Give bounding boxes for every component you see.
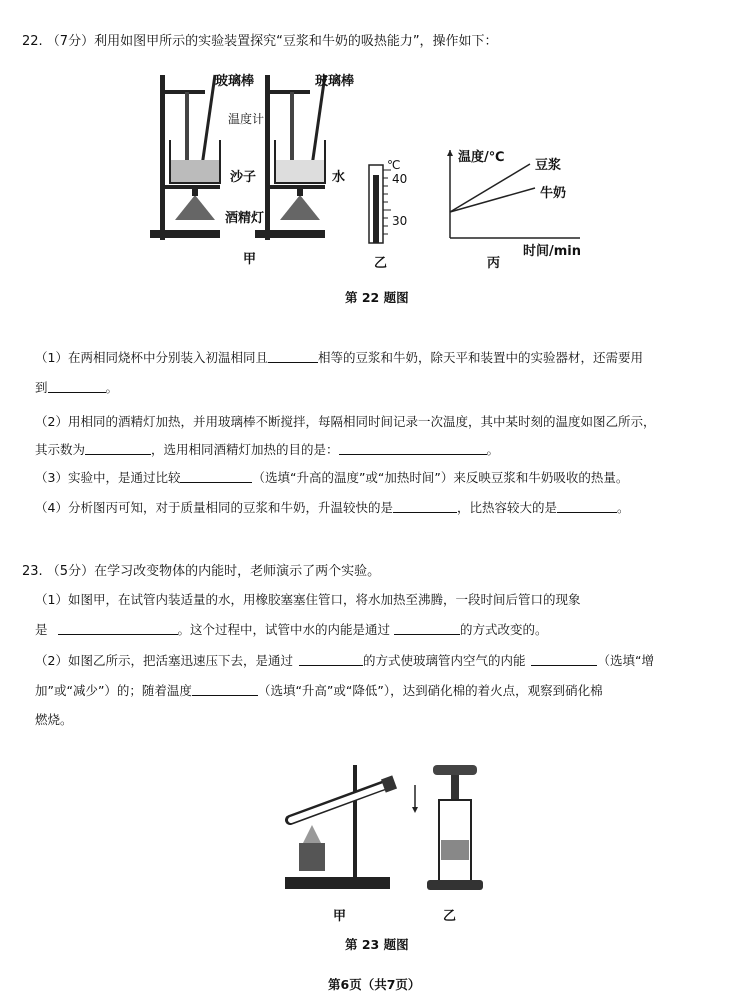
text: （选填“增 [597, 653, 654, 668]
answer-blank [394, 622, 460, 635]
page-footer: 第6页（共7页） [328, 977, 421, 992]
text: 。 [105, 380, 119, 395]
label-yi: 乙 [374, 256, 388, 271]
q22-part3 [35, 468, 628, 486]
q23-part2-line3 [35, 710, 73, 728]
text: 加”或“减少”）的；随着温度 [35, 683, 192, 698]
text: ，比热容较大的是 [456, 500, 557, 515]
text: （2）用相同的酒精灯加热，并用玻璃棒不断搅拌，每隔相同时间记录一次温度，其中某时刻的温度如图乙所示， [35, 414, 656, 429]
text: 。 [486, 442, 500, 457]
text: （1）如图甲，在试管内装适量的水，用橡胶塞塞住管口，将水加热至沸腾，一段时间后管口的现象 [35, 592, 581, 607]
graph-ylabel: 温度/℃ [458, 150, 505, 165]
label-lamp: 酒精灯 [225, 211, 265, 226]
q22-part2-line1 [35, 412, 655, 430]
answer-blank [531, 653, 597, 666]
text: （4）分析图丙可知，对于质量相同的豆浆和牛奶，升温较快的是 [35, 500, 393, 515]
text: 的方式使玻璃管内空气的内能 [362, 653, 526, 668]
graph-xlabel: 时间/min [523, 244, 582, 259]
figure-22-caption: 第 22 题图 [345, 290, 409, 305]
text: 的方式改变的。 [460, 622, 548, 637]
text: 是 [35, 622, 48, 637]
answer-blank [58, 622, 178, 635]
label-water: 水 [332, 170, 346, 185]
text: （3）实验中，是通过比较 [35, 470, 181, 485]
label-rod-2: 玻璃棒 [315, 74, 355, 89]
text: 相等的豆浆和牛奶，除天平和装置中的实验器材，还需要用 [317, 350, 643, 365]
q23-part1-line2 [35, 620, 548, 638]
label-bing: 丙 [487, 256, 501, 271]
text: 。这个过程中，试管中水的内能是通过 [177, 622, 391, 637]
q23-title: 23. （5分）在学习改变物体的内能时，老师演示了两个实验。 [22, 564, 381, 579]
q23-part1-line1 [35, 590, 580, 608]
q22-title: 22. （7分）利用如图甲所示的实验装置探究“豆浆和牛奶的吸热能力”，操作如下： [22, 34, 498, 49]
text: （选填“升高的温度”或“加热时间”）来反映豆浆和牛奶吸收的热量。 [252, 470, 629, 485]
answer-blank [85, 442, 151, 455]
q22-part1-line2 [35, 378, 118, 396]
answer-blank [180, 470, 252, 483]
answer-blank [268, 350, 318, 363]
text: ，选用相同酒精灯加热的目的是： [151, 442, 339, 457]
answer-blank [339, 442, 487, 455]
label-sand: 沙子 [230, 170, 257, 185]
label-23-yi: 乙 [443, 909, 457, 924]
thermo-unit: ℃ [387, 158, 401, 172]
answer-blank [393, 500, 457, 513]
thermo-40: 40 [392, 172, 408, 186]
graph-series-2: 牛奶 [540, 186, 567, 201]
figure-23-caption: 第 23 题图 [345, 937, 409, 952]
q22-part1-line1 [35, 348, 643, 366]
q22-part4 [35, 498, 630, 516]
q22-part2-line2 [35, 440, 499, 458]
answer-blank [299, 653, 363, 666]
text: 其示数为 [35, 442, 86, 457]
label-jia: 甲 [243, 252, 257, 267]
label-thermometer: 温度计 [228, 112, 265, 126]
label-23-jia: 甲 [333, 909, 347, 924]
q23-part2-line2 [35, 681, 603, 699]
label-rod-1: 玻璃棒 [215, 74, 255, 89]
text: （选填“升高”或“降低”），达到硝化棉的着火点，观察到硝化棉 [257, 683, 603, 698]
answer-blank [557, 500, 617, 513]
answer-blank [48, 380, 106, 393]
answer-blank [192, 683, 258, 696]
text: （1）在两相同烧杯中分别装入初温相同且 [35, 350, 268, 365]
text: （2）如图乙所示，把活塞迅速压下去，是通过 [35, 653, 293, 668]
graph-series-1: 豆浆 [535, 158, 562, 173]
thermo-30: 30 [392, 214, 408, 228]
apparatus-23-jia-illustration [285, 765, 405, 895]
q23-part2-line1 [35, 651, 654, 669]
apparatus-23-yi-illustration [425, 765, 485, 895]
text: 燃烧。 [35, 712, 73, 727]
text: 到 [35, 380, 48, 395]
text: 。 [616, 500, 630, 515]
